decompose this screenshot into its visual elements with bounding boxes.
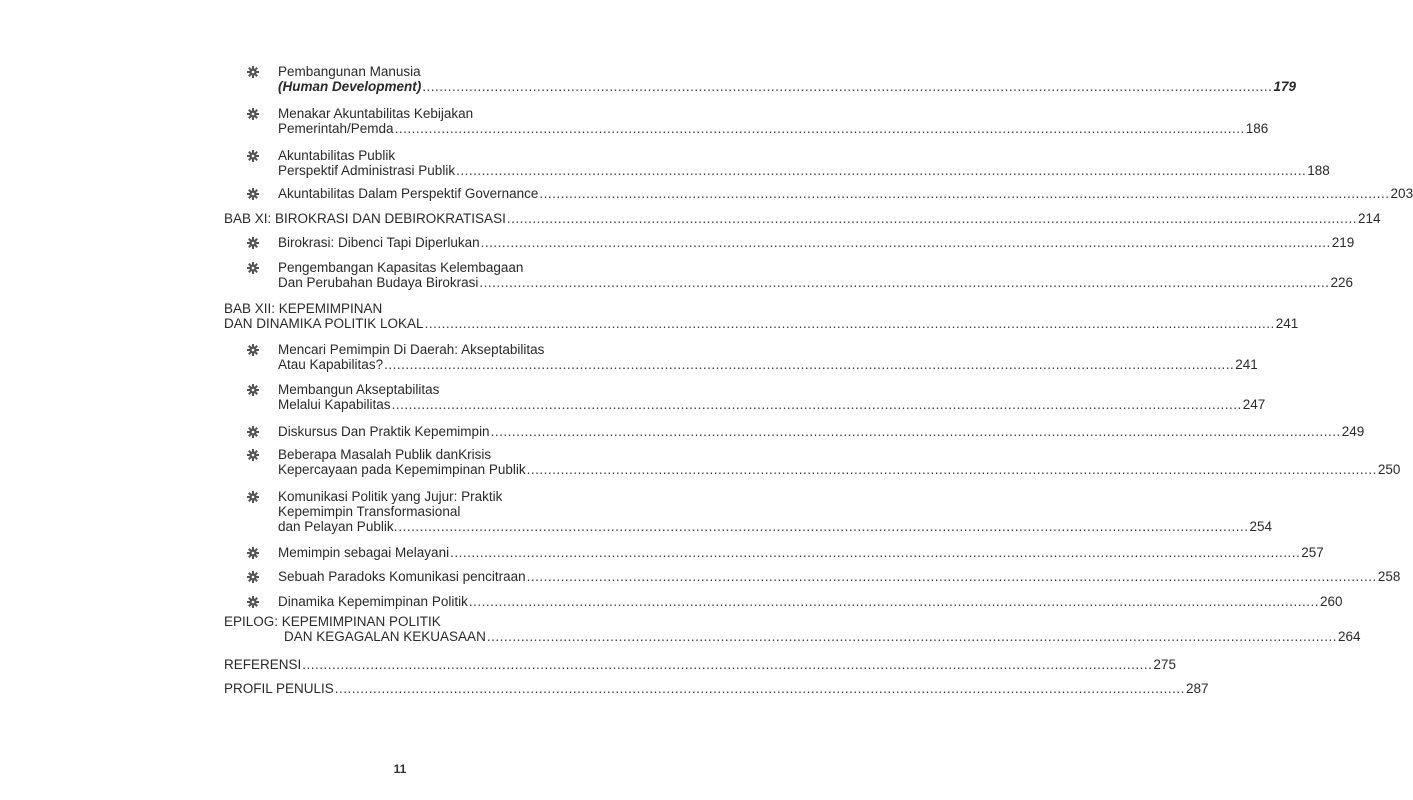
toc-entry-title: REFERENSI (224, 657, 302, 672)
toc-entry-title: Kepercayaan pada Kepemimpinan Publik (278, 462, 526, 477)
toc-entry-title: BAB XII: KEPEMIMPINAN (224, 301, 383, 316)
toc-page-number: 257 (1301, 545, 1324, 560)
toc-entry-title: Pengembangan Kapasitas Kelembagaan (278, 260, 524, 275)
dot-leader: ........................................................................................................................................................................................................ (398, 519, 1249, 534)
dot-leader: ........................................................................................................................................................................................................ (422, 79, 1273, 94)
toc-page-number: 249 (1341, 424, 1365, 439)
toc-page-number: 214 (1357, 211, 1381, 226)
toc-entry-title: Pembangunan Manusia (278, 64, 421, 79)
dot-leader: ........................................................................................................................................................................................................ (479, 275, 1330, 290)
toc-page-number: 186 (1245, 121, 1269, 136)
toc-entry-title: Akuntabilitas Publik (278, 148, 396, 163)
gear-bullet-icon (247, 150, 259, 162)
toc-page-number: 275 (1153, 657, 1176, 672)
toc-page-number: 264 (1337, 629, 1361, 644)
toc-page-number: 226 (1330, 275, 1354, 290)
toc-entry-title: DAN KEGAGALAN KEKUASAAN (284, 629, 486, 644)
dot-leader: ........................................................................................................................................................................................................ (450, 545, 1301, 560)
gear-bullet-icon (247, 66, 259, 78)
toc-entry-title: EPILOG: KEPEMIMPINAN POLITIK (224, 614, 441, 629)
dot-leader: ........................................................................................................................................................................................................ (539, 186, 1390, 201)
toc-entry-title: Perspektif Administrasi Publik (278, 163, 456, 178)
toc-entry-title: Diskursus Dan Praktik Kepemimpin (278, 424, 490, 439)
toc-entry-title: Birokrasi: Dibenci Tapi Diperlukan (278, 235, 480, 250)
toc-page-number: 287 (1185, 681, 1209, 696)
dot-leader: ........................................................................................................................................................................................................ (480, 235, 1331, 250)
toc-entry-title: Mencari Pemimpin Di Daerah: Akseptabilitas (278, 342, 545, 357)
toc-page-number: 254 (1249, 519, 1273, 534)
toc-page-number: 241 (1235, 357, 1258, 372)
toc-page-number: 258 (1377, 569, 1401, 584)
toc-page-number: 250 (1377, 462, 1401, 477)
dot-leader: ........................................................................................................................................................................................................ (468, 594, 1319, 609)
toc-entry-title: (Human Development) (278, 79, 422, 94)
toc-entry-title: Membangun Akseptabilitas (278, 382, 440, 397)
toc-entry-title: Memimpin sebagai Melayani (278, 545, 450, 560)
gear-bullet-icon (247, 188, 259, 200)
dot-leader: ........................................................................................................................................................................................................ (394, 121, 1245, 136)
toc-entry-title: Pemerintah/Pemda (278, 121, 394, 136)
toc-entry-title: Atau Kapabilitas? (278, 357, 384, 372)
dot-leader: ........................................................................................................................................................................................................ (506, 211, 1357, 226)
toc-entry-title: DAN DINAMIKA POLITIK LOKAL (224, 316, 424, 331)
gear-bullet-icon (247, 384, 259, 396)
toc-page-number: 247 (1242, 397, 1266, 412)
gear-bullet-icon (247, 571, 259, 583)
toc-entry-title: Kepemimpin Transformasional (278, 504, 461, 519)
gear-bullet-icon (247, 262, 259, 274)
toc-entry-title: Menakar Akuntabilitas Kebijakan (278, 106, 474, 121)
gear-bullet-icon (247, 491, 259, 503)
dot-leader: ........................................................................................................................................................................................................ (302, 657, 1153, 672)
dot-leader: ........................................................................................................................................................................................................ (490, 424, 1341, 439)
toc-page-number: 241 (1275, 316, 1299, 331)
dot-leader: ........................................................................................................................................................................................................ (384, 357, 1235, 372)
toc-page-number: 188 (1307, 163, 1330, 178)
dot-leader: ........................................................................................................................................................................................................ (456, 163, 1307, 178)
gear-bullet-icon (247, 344, 259, 356)
dot-leader: ........................................................................................................................................................................................................ (526, 569, 1377, 584)
toc-entry-title: Beberapa Masalah Publik danKrisis (278, 447, 492, 462)
toc-entry-title: dan Pelayan Publik. (278, 519, 398, 534)
gear-bullet-icon (247, 596, 259, 608)
gear-bullet-icon (247, 449, 259, 461)
toc-page-number: 203 (1390, 186, 1413, 201)
toc-entry-title: Dan Perubahan Budaya Birokrasi (278, 275, 479, 290)
toc-entry-title: Komunikasi Politik yang Jujur: Praktik (278, 489, 503, 504)
dot-leader: ........................................................................................................................................................................................................ (424, 316, 1275, 331)
toc-entry-title: Dinamika Kepemimpinan Politik (278, 594, 468, 609)
gear-bullet-icon (247, 237, 259, 249)
page-number: 11 (393, 762, 407, 776)
toc-page-number: 260 (1320, 594, 1343, 609)
toc-entry-title: Sebuah Paradoks Komunikasi pencitraan (278, 569, 526, 584)
toc-entry-title: Melalui Kapabilitas (278, 397, 391, 412)
gear-bullet-icon (247, 108, 259, 120)
toc-entry-title: PROFIL PENULIS (224, 681, 334, 696)
dot-leader: ........................................................................................................................................................................................................ (526, 462, 1377, 477)
toc-page-number: 179 (1273, 79, 1296, 94)
toc-page-number: 219 (1331, 235, 1355, 250)
toc-entry-title: Akuntabilitas Dalam Perspektif Governance (278, 186, 539, 201)
gear-bullet-icon (247, 426, 259, 438)
toc-entry-title: BAB XI: BIROKRASI DAN DEBIROKRATISASI (224, 211, 506, 226)
gear-bullet-icon (247, 547, 259, 559)
dot-leader: ........................................................................................................................................................................................................ (334, 681, 1185, 696)
dot-leader: ........................................................................................................................................................................................................ (391, 397, 1242, 412)
dot-leader: ........................................................................................................................................................................................................ (486, 629, 1337, 644)
